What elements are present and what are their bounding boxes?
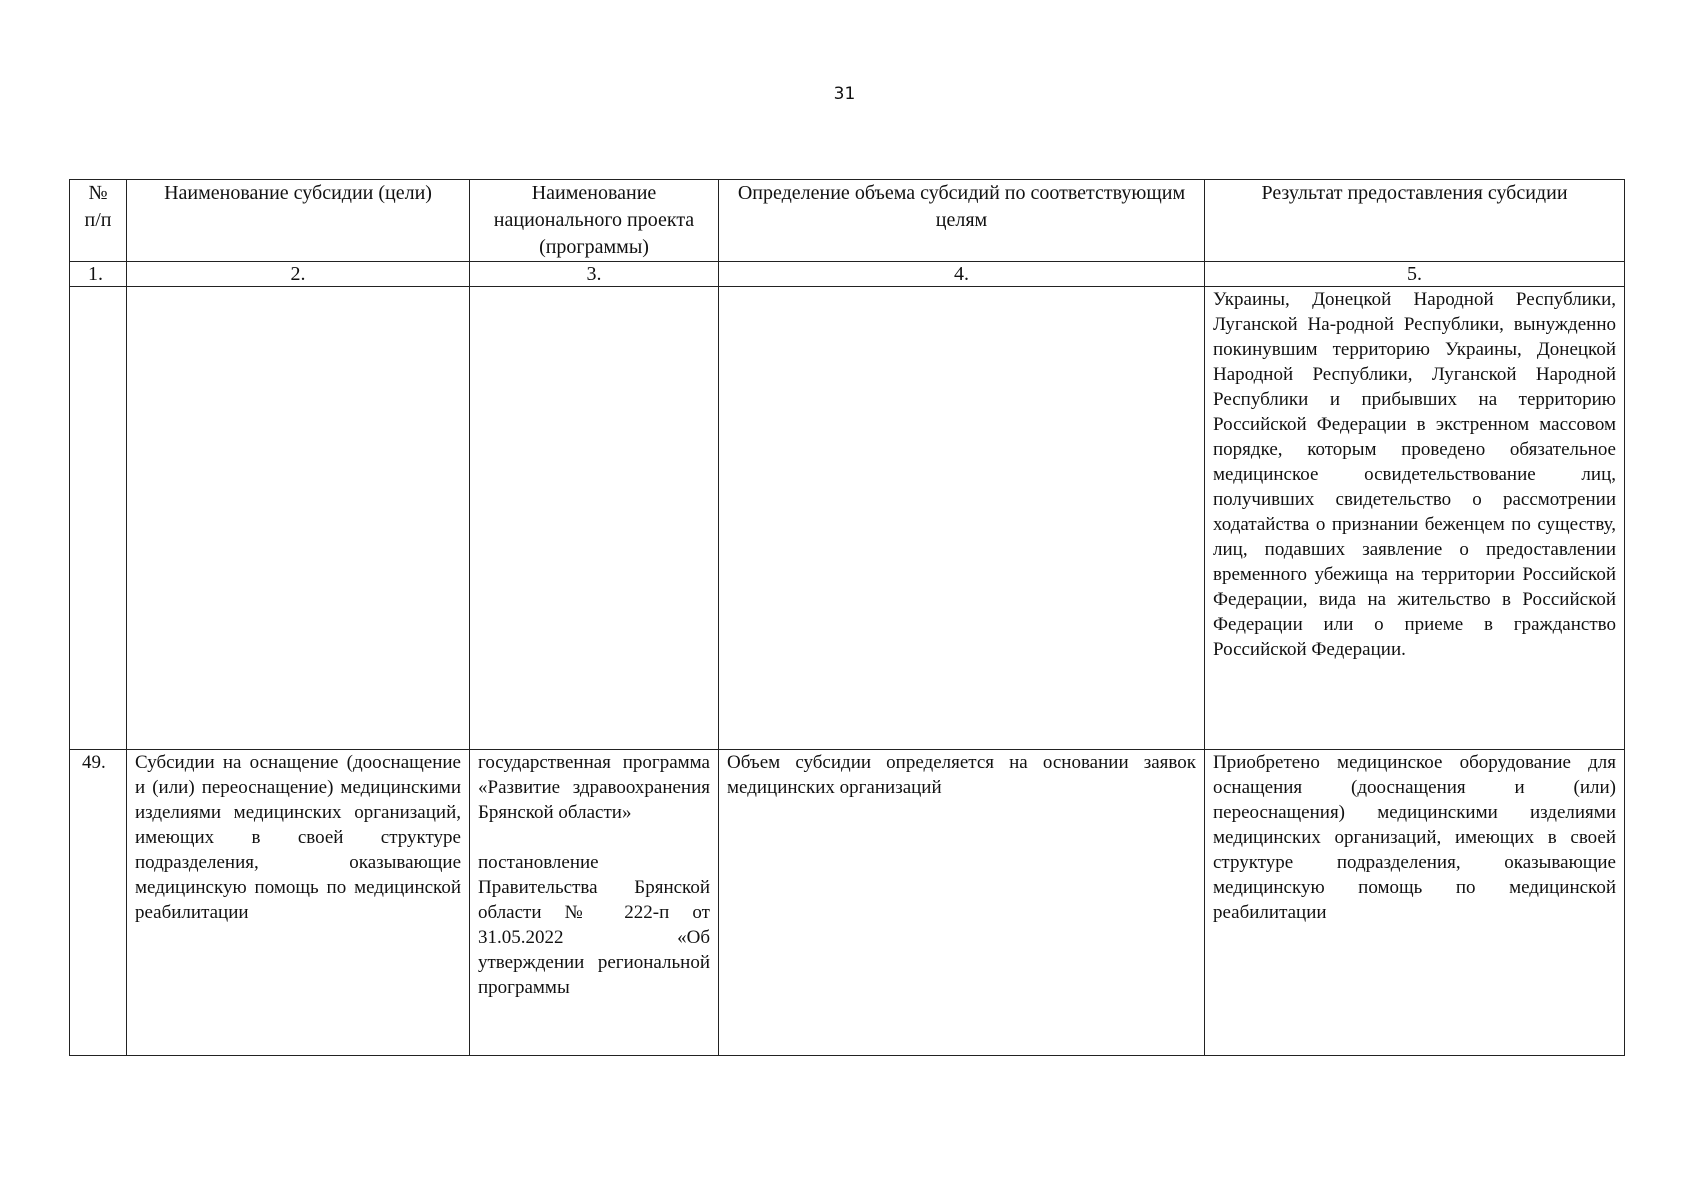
column-number-3: 3. [470,262,719,287]
table-row-continuation [70,287,1625,750]
header-national-project: Наименование национального проекта (программы) [470,180,719,262]
row-49-number: 49. [70,750,127,1056]
row-49-project-resolution: постановление Правительства Брянской области № 222-п от 31.05.2022 «Об утверждении региональной программы [478,852,710,998]
page-number: 31 [833,84,856,104]
row-49-national-project [470,750,719,1056]
continuation-result-cell: Украины, Донецкой Народной Республики, Луганской На-родной Республики, вынужденно покинувшим территорию Украины, Донецкой Народной Республики, Луганской Народной Республики и прибывших на территорию Российской Федерации в экстренном массовом порядке, которым проведено обязательное медицинское освидетельствование лиц, получивших свидетельство о рассмотрении ходатайства о признании беженцем по существу, лиц, подавших заявление о предоставлении временного убежища на территории Российской Федерации, вида на жительство в Российской Федерации или о приеме в гражданство Российской Федерации. [1205,287,1625,750]
continuation-volume-cell [719,287,1205,750]
continuation-project-cell [470,287,719,750]
column-number-2: 2. [127,262,470,287]
row-49-result: Приобретено медицинское оборудование для оснащения (дооснащения и (или) переоснащения) медицинскими изделиями медицинских организаций, имеющих в своей структуре подразделения, оказывающие медицинскую помощь по медицинской реабилитации [1205,750,1625,1056]
row-49-subsidy-name: Субсидии на оснащение (дооснащение и (или) переоснащение) медицинскими изделиями медицинских организаций, имеющих в своей структуре подразделения, оказывающие медицинскую помощь по медицинской реабилитации [127,750,470,1056]
row-49-volume-definition: Объем субсидии определяется на основании заявок медицинских организаций [719,750,1205,1056]
header-row-number: № п/п [70,180,127,262]
continuation-subsidy-cell [127,287,470,750]
header-result: Результат предоставления субсидии [1205,180,1625,262]
column-number-row [70,262,1625,287]
column-number-5: 5. [1205,262,1625,287]
table-row-49 [70,750,1625,1056]
header-subsidy-name: Наименование субсидии (цели) [127,180,470,262]
header-volume-definition: Определение объема субсидий по соответствующим целям [719,180,1205,262]
header-row [70,180,1625,262]
column-number-1: 1. [70,262,127,287]
column-number-4: 4. [719,262,1205,287]
subsidy-table [69,179,1625,1056]
row-49-project-program: государственная программа «Развитие здравоохранения Брянской области» [478,752,710,823]
continuation-number-cell [70,287,127,750]
